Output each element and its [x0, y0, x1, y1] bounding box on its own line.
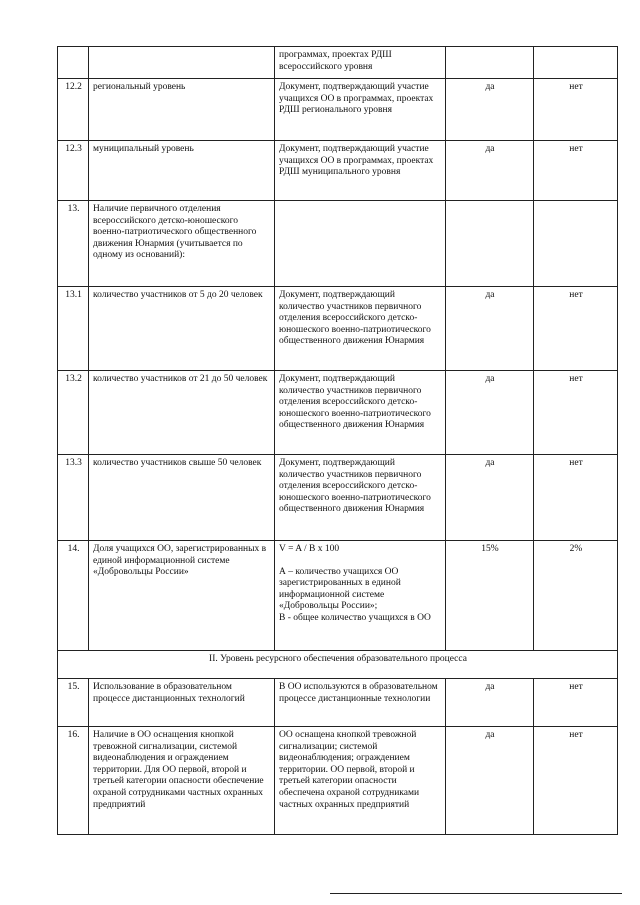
table-row: [58, 455, 618, 541]
confirming-document: Документ, подтверждающий участие учащихся ОО в программах, проектах РДШ регионального уровня: [275, 79, 446, 141]
value-yes: да: [446, 727, 534, 835]
confirming-document: Документ, подтверждающий количество участников первичного отделения всероссийского детско-юношеского военно-патриотического общественного движения Юнармия: [275, 371, 446, 455]
confirming-document: программах, проектах РДШ всероссийского уровня: [275, 47, 446, 79]
row-number: 13.: [58, 201, 89, 287]
criterion-name: количество участников свыше 50 человек: [89, 455, 275, 541]
row-number: 12.2: [58, 79, 89, 141]
confirming-document: Документ, подтверждающий количество участников первичного отделения всероссийского детско-юношеского военно-патриотического общественного движения Юнармия: [275, 455, 446, 541]
table-row: [58, 371, 618, 455]
table-row: [58, 541, 618, 651]
formula-b-definition: В - общее количество учащихся в ОО: [279, 612, 431, 623]
value-no: 2%: [534, 541, 618, 651]
value-yes: да: [446, 287, 534, 371]
criterion-name: региональный уровень: [89, 79, 275, 141]
value-no: нет: [534, 455, 618, 541]
row-number: 16.: [58, 727, 89, 835]
section-title: II. Уровень ресурсного обеспечения образовательного процесса: [58, 651, 618, 679]
value-yes: да: [446, 371, 534, 455]
table-row: [58, 727, 618, 835]
confirming-document: [275, 541, 446, 651]
confirming-document: В ОО используются в образовательном процессе дистанционные технологии: [275, 679, 446, 727]
value-yes: да: [446, 79, 534, 141]
criterion-name: количество участников от 5 до 20 человек: [89, 287, 275, 371]
value-yes: [446, 201, 534, 287]
row-number: [58, 47, 89, 79]
value-no: нет: [534, 141, 618, 201]
value-no: нет: [534, 79, 618, 141]
row-number: 14.: [58, 541, 89, 651]
value-no: [534, 47, 618, 79]
table-row: [58, 287, 618, 371]
table-row: [58, 201, 618, 287]
table-row: [58, 679, 618, 727]
value-no: нет: [534, 287, 618, 371]
confirming-document: ОО оснащена кнопкой тревожной сигнализации; системой видеонаблюдения; ограждением территории. ОО первой, второй и третьей категории опасности обеспечена охраной сотрудниками частных охранных предприятий: [275, 727, 446, 835]
value-no: нет: [534, 679, 618, 727]
row-number: 13.1: [58, 287, 89, 371]
value-yes: да: [446, 455, 534, 541]
criterion-name: Наличие в ОО оснащения кнопкой тревожной сигнализации, системой видеонаблюдения и ограждением территории. Для ОО первой, второй и третьей категории опасности обеспечение охраной сотрудниками частных охранных предприятий: [89, 727, 275, 835]
formula-a-definition: А – количество учащихся ОО зарегистрированных в единой информационной системе «Добровольцы России»;: [279, 566, 401, 612]
confirming-document: Документ, подтверждающий участие учащихся ОО в программах, проектах РДШ муниципального уровня: [275, 141, 446, 201]
footer-divider: [330, 893, 622, 894]
table-row: [58, 47, 618, 79]
table-row: [58, 79, 618, 141]
value-no: нет: [534, 727, 618, 835]
row-number: 13.2: [58, 371, 89, 455]
value-yes: да: [446, 679, 534, 727]
criterion-name: Доля учащихся ОО, зарегистрированных в единой информационной системе «Добровольцы России»: [89, 541, 275, 651]
value-no: нет: [534, 371, 618, 455]
row-number: 15.: [58, 679, 89, 727]
confirming-document: [275, 201, 446, 287]
formula: V = A / B x 100: [279, 544, 340, 554]
row-number: 12.3: [58, 141, 89, 201]
value-yes: [446, 47, 534, 79]
value-yes: 15%: [446, 541, 534, 651]
criterion-name: Наличие первичного отделения всероссийского детско-юношеского военно-патриотического общественного движения Юнармия (учитывается по одному из оснований):: [89, 201, 275, 287]
value-yes: да: [446, 141, 534, 201]
row-number: 13.3: [58, 455, 89, 541]
criterion-name: муниципальный уровень: [89, 141, 275, 201]
criterion-name: [89, 47, 275, 79]
section-row: [58, 651, 618, 679]
table-row: [58, 141, 618, 201]
value-no: [534, 201, 618, 287]
criteria-table: [57, 46, 618, 835]
criterion-name: Использование в образовательном процессе дистанционных технологий: [89, 679, 275, 727]
confirming-document: Документ, подтверждающий количество участников первичного отделения всероссийского детско-юношеского военно-патриотического общественного движения Юнармия: [275, 287, 446, 371]
criterion-name: количество участников от 21 до 50 человек: [89, 371, 275, 455]
